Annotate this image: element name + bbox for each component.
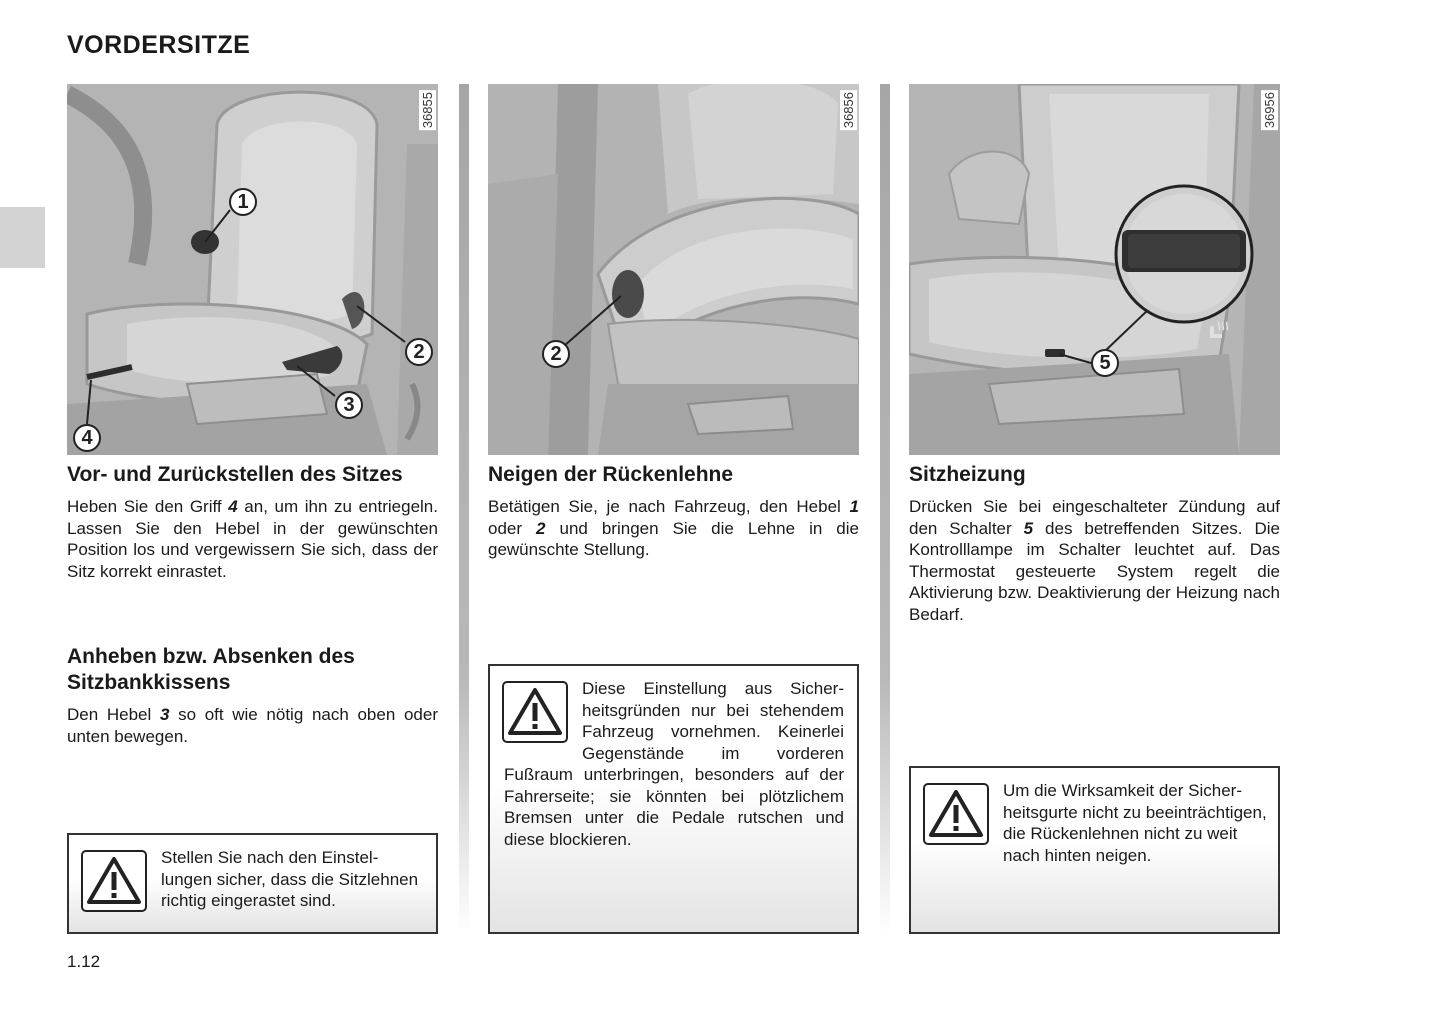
- image-reference-code: 36856: [841, 92, 856, 129]
- callout-marker: 2: [542, 340, 570, 368]
- section-body: Den Hebel 3 so oft wie nötig nach oben oder unten bewegen.: [67, 705, 438, 746]
- page-title: VORDERSITZE: [67, 31, 251, 59]
- section-body: Betätigen Sie, je nach Fahrzeug, den Hebel 1 oder 2 und bringen Sie die Lehne in die gewünschte Stellung.: [488, 497, 859, 559]
- seatback-recline-photo: [488, 84, 859, 455]
- callout-marker: 2: [405, 338, 433, 366]
- section-seat-height: [67, 644, 438, 747]
- seat-heating-icon: [1206, 320, 1230, 342]
- callout-marker: 1: [229, 188, 257, 216]
- section-seat-heating: [909, 462, 1280, 625]
- callout-marker: 3: [335, 391, 363, 419]
- warning-text: Diese Einstellung aus Sicherheitsgründen nur bei stehendem Fahrzeug vornehmen. Keinerlei Gegenstände im vorderen Fußraum unterbringen, besonders auf der Fahrerseite; sie könnten bei plötzlichem Bremsen unter die Pedale rutschen und diese blockieren.: [504, 679, 844, 849]
- section-body: Drücken Sie bei eingeschalteter Zündung auf den Schalter 5 des betreffenden Sitzes. Die Kontrolllampe im Schalter leuchtet auf. Das Thermostat gesteuerte System regelt die Aktivierung bzw. Deaktivierung der Heizung nach Bedarf.: [909, 497, 1280, 624]
- callout-marker: 4: [73, 424, 101, 452]
- column-divider: [880, 84, 890, 934]
- warning-box: [909, 766, 1280, 934]
- warning-box: [67, 833, 438, 934]
- image-reference-code: 36956: [1262, 92, 1277, 129]
- column-divider: [459, 84, 469, 934]
- page-number: 1.12: [67, 952, 101, 971]
- warning-box: [488, 664, 859, 934]
- warning-text: Um die Wirksamkeit der Sicherheitsgurte nicht zu beeinträchtigen, die Rückenlehnen nicht zu weit nach hinten neigen.: [1003, 781, 1267, 865]
- image-reference-code: 36855: [420, 92, 435, 129]
- warning-triangle-icon: [923, 783, 989, 845]
- section-heading: Sitzheizung: [909, 463, 1026, 486]
- callout-marker: 5: [1091, 349, 1119, 377]
- section-body: Heben Sie den Griff 4 an, um ihn zu entriegeln. Lassen Sie den Hebel in der gewünschten Position los und vergewissern Sie sich, dass der Sitz korrekt einrastet.: [67, 497, 438, 581]
- section-seatback-recline: [488, 462, 859, 561]
- seat-adjustment-photo: [67, 84, 438, 455]
- warning-triangle-icon: [81, 850, 147, 912]
- section-seat-fore-aft: [67, 462, 438, 582]
- warning-text: Stellen Sie nach den Einstellungen sicher, dass die Sitzlehnen richtig eingerastet sind.: [161, 848, 419, 910]
- section-heading: Neigen der Rückenlehne: [488, 463, 734, 486]
- seat-heating-photo: [909, 84, 1280, 455]
- section-heading: Vor- und Zurückstellen des Sitzes: [67, 463, 403, 486]
- chapter-tab: [0, 207, 45, 268]
- section-heading: Anheben bzw. Absenken des Sitzbankkissens: [67, 645, 355, 694]
